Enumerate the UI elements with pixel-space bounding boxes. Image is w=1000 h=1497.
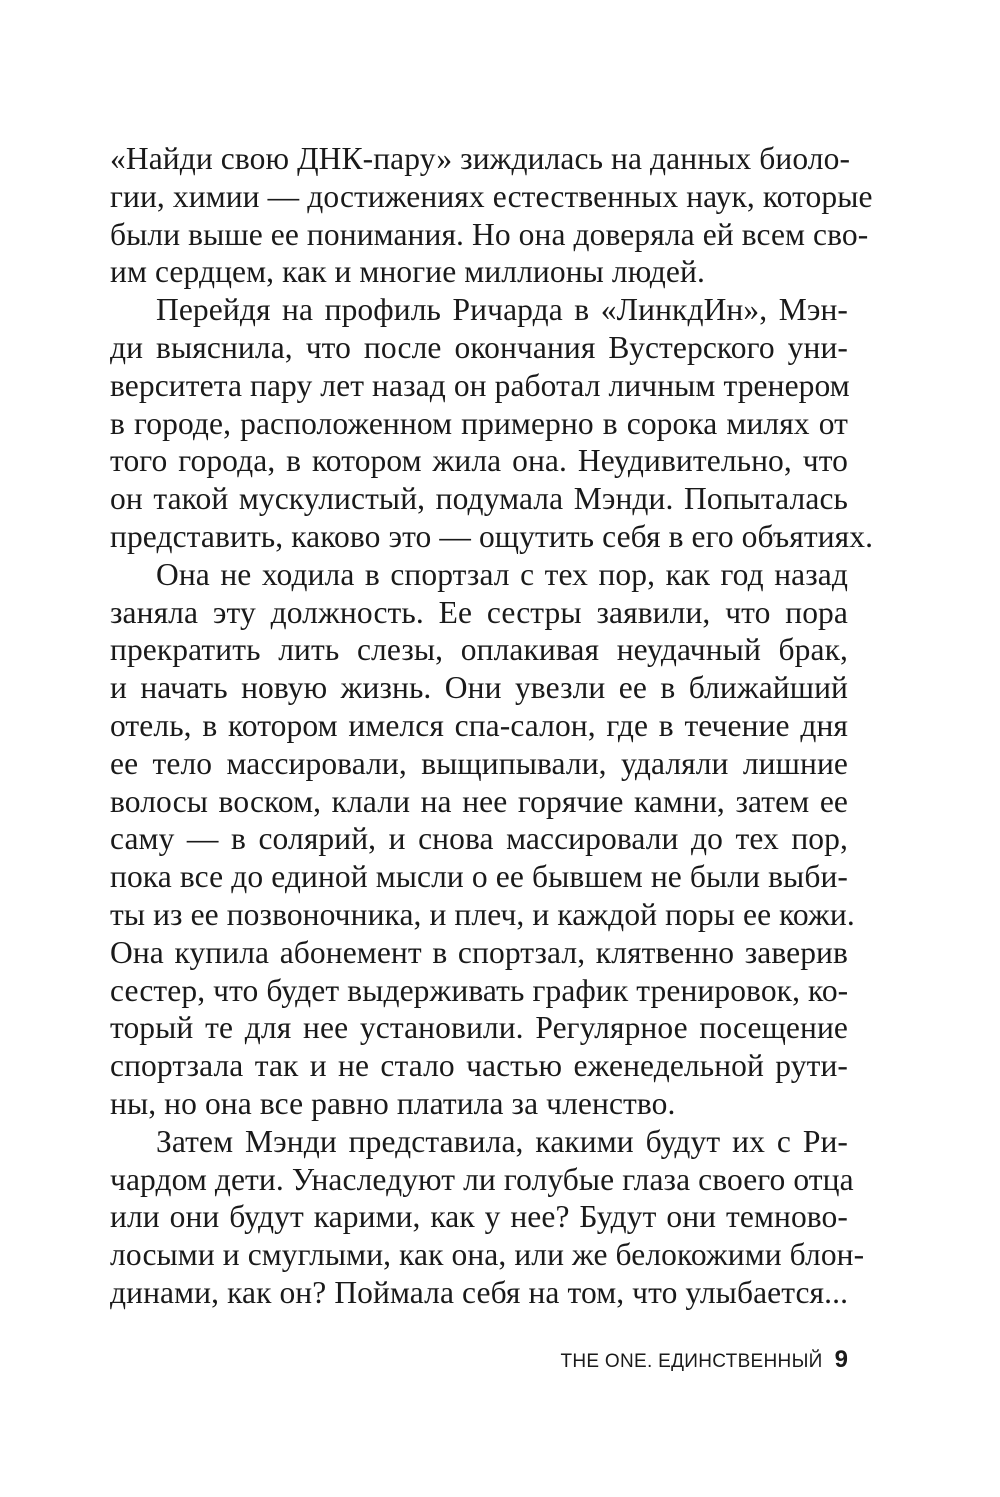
text-line: им сердцем, как и многие миллионы людей. (110, 254, 705, 290)
running-title: THE ONE. ЕДИНСТВЕННЫЙ (560, 1351, 823, 1372)
text-line: спортзала так и не стало частью еженедельной рути- (110, 1048, 848, 1084)
text-line: Перейдя на профиль Ричарда в «ЛинкдИн», Мэн- (156, 292, 848, 328)
text-line: заняла эту должность. Ее сестры заявили, что пора (110, 594, 848, 630)
text-line: Она не ходила в спортзал с тех пор, как год назад (156, 556, 848, 592)
text-line: были выше ее понимания. Но она доверяла ей всем сво- (110, 216, 869, 252)
text-line: Она купила абонемент в спортзал, клятвенно заверив (110, 934, 848, 970)
text-line: ты из ее позвоночника, и плеч, и каждой поры ее кожи. (110, 896, 855, 932)
text-line: гии, химии — достижениях естественных наук, которые (110, 178, 873, 214)
text-line: ее тело массировали, выщипывали, удаляли лишние (110, 745, 848, 781)
text-line: он такой мускулистый, подумала Мэнди. Попыталась (110, 481, 848, 517)
text-line: саму — в солярий, и снова массировали до тех пор, (110, 821, 848, 857)
text-line: верситета пару лет назад он работал личным тренером (110, 367, 850, 403)
text-line: отель, в котором имелся спа-салон, где в течение дня (110, 707, 848, 743)
text-line: представить, каково это — ощутить себя в его объятиях. (110, 518, 874, 554)
text-line: того города, в котором жила она. Неудивительно, что (110, 443, 848, 479)
text-line: в городе, расположенном примерно в сорока милях от (110, 405, 848, 441)
text-line: лосыми и смуглыми, как она, или же белокожими блон- (110, 1237, 865, 1273)
page-footer (110, 1346, 848, 1374)
text-line: ны, но она все равно платила за членство. (110, 1085, 676, 1121)
text-line: динами, как он? Поймала себя на том, что улыбается... (110, 1274, 849, 1310)
text-line: ди выяснила, что после окончания Вустерского уни- (110, 329, 848, 365)
text-line: торый те для нее установили. Регулярное посещение (110, 1010, 848, 1046)
text-line: волосы воском, клали на нее горячие камни, затем ее (110, 783, 848, 819)
text-line: «Найди свою ДНК-пару» зиждилась на данных биоло- (110, 141, 851, 176)
text-line: и начать новую жизнь. Они увезли ее в ближайший (110, 670, 848, 706)
text-line: или они будут карими, как у нее? Будут они темново- (110, 1199, 848, 1235)
text-line: Затем Мэнди представила, какими будут их с Ри- (156, 1123, 848, 1159)
text-line: сестер, что будет выдерживать график тренировок, ко- (110, 972, 849, 1008)
page-number: 9 (834, 1346, 848, 1373)
text-line: пока все до единой мысли о ее бывшем не были выби- (110, 859, 848, 895)
text-line: прекратить лить слезы, оплакивая неудачный брак, (110, 632, 848, 668)
text-line: чардом дети. Унаследуют ли голубые глаза своего отца (110, 1161, 854, 1197)
body-text (110, 140, 874, 1312)
